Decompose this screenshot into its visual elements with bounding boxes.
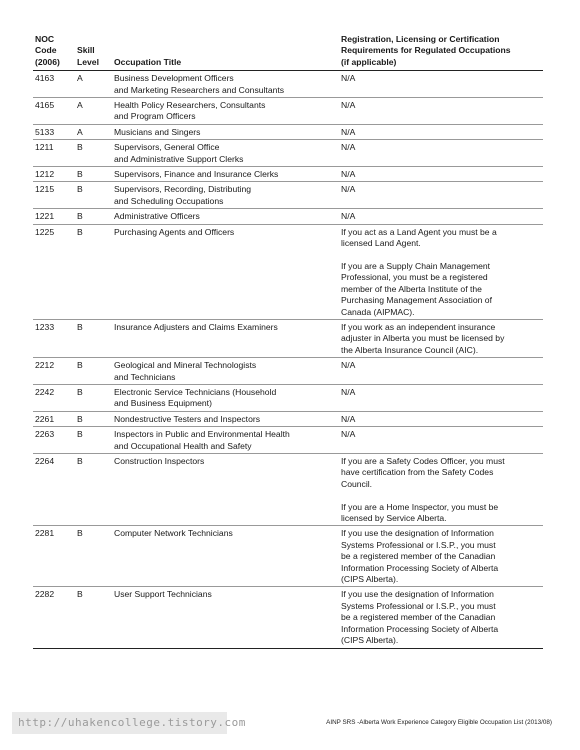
cell-occupation-title: Health Policy Researchers, Consultants and Program Officers bbox=[112, 98, 339, 125]
cell-occupation-title: Construction Inspectors bbox=[112, 454, 339, 526]
cell-requirements: N/A bbox=[339, 427, 543, 454]
cell-skill-level: A bbox=[75, 124, 112, 139]
cell-requirements: N/A bbox=[339, 209, 543, 224]
cell-noc-code: 1211 bbox=[33, 140, 75, 167]
cell-skill-level: B bbox=[75, 319, 112, 357]
table-row bbox=[33, 319, 543, 357]
table-row bbox=[33, 224, 543, 319]
cell-noc-code: 2281 bbox=[33, 526, 75, 587]
watermark-url: http://uhakencollege.tistory.com bbox=[12, 712, 227, 734]
cell-requirements: If you work as an independent insurance adjuster in Alberta you must be licensed by the Alberta Insurance Council (AIC). bbox=[339, 319, 543, 357]
table-row bbox=[33, 182, 543, 209]
cell-skill-level: B bbox=[75, 358, 112, 385]
cell-skill-level: A bbox=[75, 98, 112, 125]
cell-skill-level: B bbox=[75, 587, 112, 648]
cell-skill-level: B bbox=[75, 182, 112, 209]
cell-skill-level: B bbox=[75, 140, 112, 167]
cell-requirements: If you act as a Land Agent you must be a licensed Land Agent. If you are a Supply Chain Management Professional, you must be a registered member of the Alberta Institute of the Purchasing Management Association of Canada (AIPMAC). bbox=[339, 224, 543, 319]
cell-occupation-title: Nondestructive Testers and Inspectors bbox=[112, 411, 339, 426]
cell-skill-level: B bbox=[75, 167, 112, 182]
cell-occupation-title: Inspectors in Public and Environmental Health and Occupational Health and Safety bbox=[112, 427, 339, 454]
cell-skill-level: B bbox=[75, 526, 112, 587]
cell-noc-code: 2264 bbox=[33, 454, 75, 526]
cell-requirements: N/A bbox=[339, 358, 543, 385]
table-header-row bbox=[33, 34, 543, 71]
cell-skill-level: B bbox=[75, 427, 112, 454]
page-footer: AINP SRS -Alberta Work Experience Category Eligible Occupation List (2013/08) bbox=[326, 719, 552, 726]
cell-noc-code: 1215 bbox=[33, 182, 75, 209]
header-noc-code: NOC Code (2006) bbox=[33, 34, 75, 71]
cell-occupation-title: User Support Technicians bbox=[112, 587, 339, 648]
table-row bbox=[33, 167, 543, 182]
header-requirements: Registration, Licensing or Certification Requirements for Regulated Occupations (if applicable) bbox=[339, 34, 543, 71]
cell-requirements: N/A bbox=[339, 384, 543, 411]
table-row bbox=[33, 454, 543, 526]
cell-requirements: N/A bbox=[339, 124, 543, 139]
cell-occupation-title: Computer Network Technicians bbox=[112, 526, 339, 587]
header-skill-level: Skill Level bbox=[75, 34, 112, 71]
table-row bbox=[33, 358, 543, 385]
cell-occupation-title: Geological and Mineral Technologists and Technicians bbox=[112, 358, 339, 385]
cell-noc-code: 2261 bbox=[33, 411, 75, 426]
table-row bbox=[33, 411, 543, 426]
cell-requirements: N/A bbox=[339, 182, 543, 209]
cell-skill-level: B bbox=[75, 411, 112, 426]
table-row bbox=[33, 587, 543, 648]
cell-noc-code: 4163 bbox=[33, 71, 75, 98]
occupation-list-document bbox=[33, 34, 543, 649]
cell-noc-code: 1212 bbox=[33, 167, 75, 182]
cell-noc-code: 5133 bbox=[33, 124, 75, 139]
cell-occupation-title: Purchasing Agents and Officers bbox=[112, 224, 339, 319]
table-row bbox=[33, 98, 543, 125]
cell-skill-level: B bbox=[75, 224, 112, 319]
table-row bbox=[33, 209, 543, 224]
occupation-table bbox=[33, 34, 543, 649]
table-row bbox=[33, 71, 543, 98]
cell-requirements: N/A bbox=[339, 98, 543, 125]
cell-noc-code: 1221 bbox=[33, 209, 75, 224]
cell-skill-level: A bbox=[75, 71, 112, 98]
cell-occupation-title: Supervisors, Finance and Insurance Clerks bbox=[112, 167, 339, 182]
table-body bbox=[33, 71, 543, 648]
cell-requirements: If you use the designation of Information Systems Professional or I.S.P., you must be a registered member of the Canadian Information Processing Society of Alberta (CIPS Alberta). bbox=[339, 587, 543, 648]
cell-noc-code: 2263 bbox=[33, 427, 75, 454]
cell-occupation-title: Business Development Officers and Marketing Researchers and Consultants bbox=[112, 71, 339, 98]
cell-noc-code: 2242 bbox=[33, 384, 75, 411]
cell-noc-code: 4165 bbox=[33, 98, 75, 125]
cell-occupation-title: Musicians and Singers bbox=[112, 124, 339, 139]
table-row bbox=[33, 427, 543, 454]
cell-occupation-title: Supervisors, General Office and Administrative Support Clerks bbox=[112, 140, 339, 167]
cell-requirements: N/A bbox=[339, 411, 543, 426]
cell-noc-code: 2212 bbox=[33, 358, 75, 385]
cell-requirements: N/A bbox=[339, 167, 543, 182]
header-occupation-title: Occupation Title bbox=[112, 34, 339, 71]
cell-skill-level: B bbox=[75, 384, 112, 411]
cell-skill-level: B bbox=[75, 454, 112, 526]
table-row bbox=[33, 384, 543, 411]
cell-skill-level: B bbox=[75, 209, 112, 224]
table-row bbox=[33, 140, 543, 167]
cell-occupation-title: Insurance Adjusters and Claims Examiners bbox=[112, 319, 339, 357]
table-row bbox=[33, 124, 543, 139]
cell-occupation-title: Electronic Service Technicians (Household and Business Equipment) bbox=[112, 384, 339, 411]
cell-requirements: N/A bbox=[339, 71, 543, 98]
cell-noc-code: 2282 bbox=[33, 587, 75, 648]
cell-requirements: N/A bbox=[339, 140, 543, 167]
cell-occupation-title: Supervisors, Recording, Distributing and Scheduling Occupations bbox=[112, 182, 339, 209]
cell-noc-code: 1225 bbox=[33, 224, 75, 319]
cell-requirements: If you are a Safety Codes Officer, you must have certification from the Safety Codes Council. If you are a Home Inspector, you must be licensed by Service Alberta. bbox=[339, 454, 543, 526]
table-row bbox=[33, 526, 543, 587]
cell-occupation-title: Administrative Officers bbox=[112, 209, 339, 224]
cell-requirements: If you use the designation of Information Systems Professional or I.S.P., you must be a registered member of the Canadian Information Processing Society of Alberta (CIPS Alberta). bbox=[339, 526, 543, 587]
cell-noc-code: 1233 bbox=[33, 319, 75, 357]
